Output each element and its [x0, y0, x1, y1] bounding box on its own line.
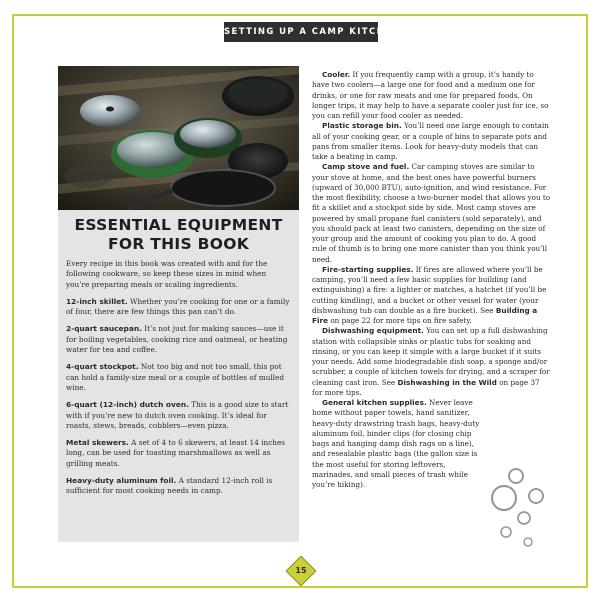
equipment-text: A standard 12-inch roll is sufficient for most cooking needs in camp.	[66, 476, 273, 496]
section-title: SETTING UP A CAMP KITCHEN	[224, 27, 401, 37]
camp-stove-text: Car camping stoves are similar to your stove at home, and the best ones have powerful burners (upward of 30,000 BTU), auto-ignition, and wind resistance. For the most flexibility, choose a two-burner model that allows you to fit a skillet and a stockpot side by side. Most camp stoves are powered by small propane fuel canisters (sold separately), and you should pack at least two canisters, depending on the size of your group and the amount of cooking you plan to do. A good rule of thumb is to bring one more canister than you think you’ll need.	[312, 162, 551, 264]
dishwashing-term: Dishwashing equipment.	[322, 326, 424, 336]
storage-bin-paragraph	[312, 121, 552, 162]
camp-stove-term: Camp stove and fuel.	[322, 162, 410, 172]
cooler-term: Cooler.	[322, 70, 351, 79]
equipment-term: Metal skewers.	[66, 438, 129, 448]
equipment-term: 4-quart stockpot.	[66, 362, 139, 372]
page-number: 15	[295, 566, 307, 575]
cooler-text: If you frequently camp with a group, it’s handy to have two coolers—a large one for food and a medium one for drinks, or one for raw meats and one for prepared foods. On longer trips, it may help to have a separate cooler just for ice, so you can refill your food cooler as needed.	[312, 70, 549, 120]
bubbles-decoration	[478, 464, 558, 554]
cookware-photo-illustration	[58, 66, 299, 210]
dishwashing-paragraph	[312, 326, 552, 398]
fire-supplies-paragraph	[312, 265, 552, 327]
dishwashing-ref: Dishwashing in the Wild	[397, 377, 497, 387]
equipment-item	[66, 476, 291, 497]
equipment-term: Heavy-duty aluminum foil.	[66, 476, 177, 486]
sidebar-title-line2: FOR THIS BOOK	[107, 235, 250, 253]
cooler-paragraph	[312, 70, 552, 121]
storage-bin-text: You’ll need one large enough to contain all of your cooking gear, or a couple of bins to separate pots and pans from smaller items. Look for heavy-duty models that can take a beating in camp.	[312, 121, 549, 161]
fire-supplies-text: If fires are allowed where you’ll be camping, you’ll need a few basic supplies for building (and extinguishing) a fire: a lighter or matches, a hatchet (if you’ll be cutting kindling), and a bucket or other vessel for water (your dishwashing tub can double as a fire bucket). See	[312, 264, 547, 315]
equipment-text: A set of 4 to 6 skewers, at least 14 inches long, can be used for toasting marshmallows as well as grilling meats.	[66, 438, 286, 468]
fire-supplies-text-end: on page 22 for more tips on fire safety.	[328, 316, 472, 325]
dishwashing-text: You can set up a full dishwashing station with collapsible sinks or plastic tubs for soaking and rinsing, or you can keep it simple with a large bucket if it suits your needs. Add some biodegradable dish soap, a sponge and/or scrubber, a couple of kitchen towels for drying, and a scraper for cleaning cast iron. See	[312, 326, 550, 387]
section-header	[224, 22, 401, 42]
equipment-text: It’s not just for making sauces—use it for boiling vegetables, cooking rice and oatmeal, or heating water for tea and coffee.	[66, 324, 288, 355]
sidebar-intro: Every recipe in this book was created with and for the following cookware, so keep these sizes in mind when you’re preparing meals or scaling ingredients.	[66, 259, 268, 289]
camp-stove-paragraph	[312, 162, 552, 265]
kitchen-supplies-term: General kitchen supplies.	[322, 398, 427, 407]
equipment-text: This is a good size to start with if you’re new to dutch oven cooking. It’s ideal for roasts, stews, breads, cobblers—even pizza.	[66, 400, 289, 430]
equipment-item	[66, 438, 291, 469]
equipment-term: 2-quart saucepan.	[66, 324, 142, 334]
sidebar-title	[66, 216, 291, 254]
kitchen-supplies-text: Never leave home without paper towels, hand sanitizer, heavy-duty drawstring trash bags, heavy-duty aluminum foil, binder clips (for closing chip bags and hanging damp dish rags on a line), and resealable plastic bags (the gallon size is the most useful for storing leftovers, marinades, and small pieces of trash while you’re hiking).	[312, 398, 480, 489]
equipment-term: 12-inch skillet.	[66, 296, 128, 306]
sidebar-title-line1: ESSENTIAL EQUIPMENT	[74, 216, 283, 234]
equipment-term: 6-quart (12-inch) dutch oven.	[66, 400, 189, 410]
equipment-item	[66, 362, 291, 393]
storage-bin-term: Plastic storage bin.	[322, 121, 402, 131]
equipment-item	[66, 400, 291, 431]
equipment-text: Not too big and not too small, this pot can hold a family-size meal or a couple of bottles of mulled wine.	[66, 362, 285, 392]
equipment-text: Whether you’re cooking for one or a family of four, there are few things this pan can’t do.	[66, 296, 290, 317]
equipment-sidebar	[58, 210, 299, 542]
equipment-item	[66, 297, 291, 318]
equipment-item	[66, 324, 291, 355]
cookware-photo	[58, 66, 299, 210]
fire-supplies-term: Fire-starting supplies.	[322, 264, 414, 274]
dishwashing-text-end: on page 37 for more tips.	[312, 377, 540, 397]
building-fire-ref: Building a Fire	[312, 305, 538, 325]
